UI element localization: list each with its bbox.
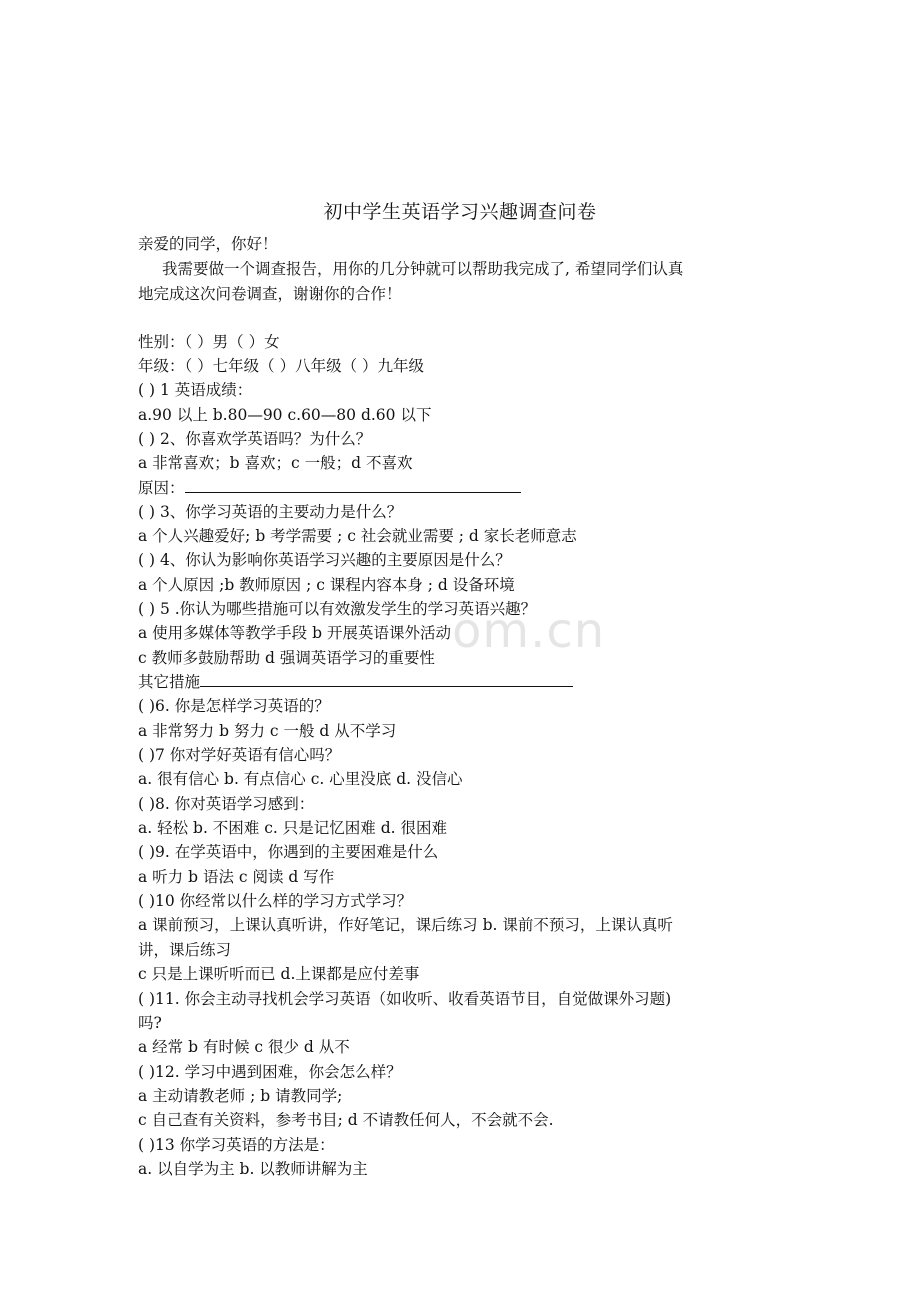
survey-title: 初中学生英语学习兴趣调查问卷 bbox=[323, 201, 597, 223]
q1-text: ( ) 1 英语成绩： bbox=[138, 381, 253, 399]
q5-other-label: 其它措施 bbox=[138, 673, 201, 691]
q5-options-2: c 教师多鼓励帮助 d 强调英语学习的重要性 bbox=[138, 649, 435, 667]
q5-other-line bbox=[138, 671, 573, 693]
q11-text-1: ( )11. 你会主动寻找机会学习英语（如收听、收看英语节目，自觉做课外习题) bbox=[138, 990, 672, 1008]
intro-line-2: 地完成这次问卷调查，谢谢你的合作！ bbox=[138, 285, 402, 303]
q4-text: ( ) 4、你认为影响你英语学习兴趣的主要原因是什么？ bbox=[138, 551, 511, 569]
q9-options: a 听力 b 语法 c 阅读 d 写作 bbox=[138, 868, 335, 886]
q2-text: ( ) 2、你喜欢学英语吗？为什么？ bbox=[138, 430, 372, 448]
q10-options-1: a 课前预习，上课认真听讲，作好笔记，课后练习 b. 课前不预习，上课认真听 bbox=[138, 916, 673, 934]
gender-line: 性别：（ ）男（ ）女 bbox=[138, 333, 280, 351]
q6-options: a 非常努力 b 努力 c 一般 d 从不学习 bbox=[138, 722, 397, 740]
q7-text: ( )7 你对学好英语有信心吗？ bbox=[138, 746, 341, 764]
q10-options-2: 讲，课后练习 bbox=[138, 941, 232, 959]
q11-text-2: 吗? bbox=[138, 1014, 162, 1032]
q6-text: ( )6. 你是怎样学习英语的？ bbox=[138, 697, 330, 715]
q9-text: ( )9. 在学英语中，你遇到的主要困难是什么 bbox=[138, 843, 439, 861]
q3-text: ( ) 3、你学习英语的主要动力是什么？ bbox=[138, 503, 403, 521]
q2-reason-blank[interactable] bbox=[185, 477, 521, 493]
q12-options-2: c 自己查有关资料，参考书目; d 不请教任何人，不会就不会. bbox=[138, 1111, 554, 1129]
grade-line: 年级：（ ）七年级（ ）八年级（ ）九年级 bbox=[138, 357, 425, 375]
q5-options-1: a 使用多媒体等教学手段 b 开展英语课外活动 bbox=[138, 624, 451, 642]
q8-text: ( )8. 你对英语学习感到： bbox=[138, 795, 315, 813]
q10-text: ( )10 你经常以什么样的学习方式学习？ bbox=[138, 892, 413, 910]
q12-text: ( )12. 学习中遇到困难，你会怎么样？ bbox=[138, 1063, 402, 1081]
q13-text: ( )13 你学习英语的方法是： bbox=[138, 1136, 335, 1154]
q7-options: a. 很有信心 b. 有点信心 c. 心里没底 d. 没信心 bbox=[138, 770, 463, 788]
q5-other-blank[interactable] bbox=[200, 671, 573, 687]
q1-options: a.90 以上 b.80—90 c.60—80 d.60 以下 bbox=[138, 406, 432, 424]
q2-reason-label: 原因： bbox=[138, 479, 185, 497]
watermark: om.cn bbox=[452, 603, 606, 659]
q5-text: ( ) 5 .你认为哪些措施可以有效激发学生的学习英语兴趣？ bbox=[138, 600, 537, 618]
intro-line-1: 我需要做一个调查报告，用你的几分钟就可以帮助我完成了, 希望同学们认真 bbox=[162, 260, 684, 278]
q2-options: a 非常喜欢；b 喜欢；c 一般；d 不喜欢 bbox=[138, 454, 413, 472]
q10-options-3: c 只是上课听听而已 d.上课都是应付差事 bbox=[138, 965, 420, 983]
q11-options: a 经常 b 有时候 c 很少 d 从不 bbox=[138, 1038, 350, 1056]
q13-options: a. 以自学为主 b. 以教师讲解为主 bbox=[138, 1160, 368, 1178]
q12-options-1: a 主动请教老师 ; b 请教同学; bbox=[138, 1087, 343, 1105]
greeting: 亲爱的同学，你好！ bbox=[138, 235, 278, 253]
q2-reason-line bbox=[138, 477, 521, 499]
q4-options: a 个人原因 ;b 教师原因 ; c 课程内容本身 ; d 设备环境 bbox=[138, 576, 515, 594]
q3-options: a 个人兴趣爱好; b 考学需要 ; c 社会就业需要 ; d 家长老师意志 bbox=[138, 527, 577, 545]
q8-options: a. 轻松 b. 不困难 c. 只是记忆困难 d. 很困难 bbox=[138, 819, 447, 837]
